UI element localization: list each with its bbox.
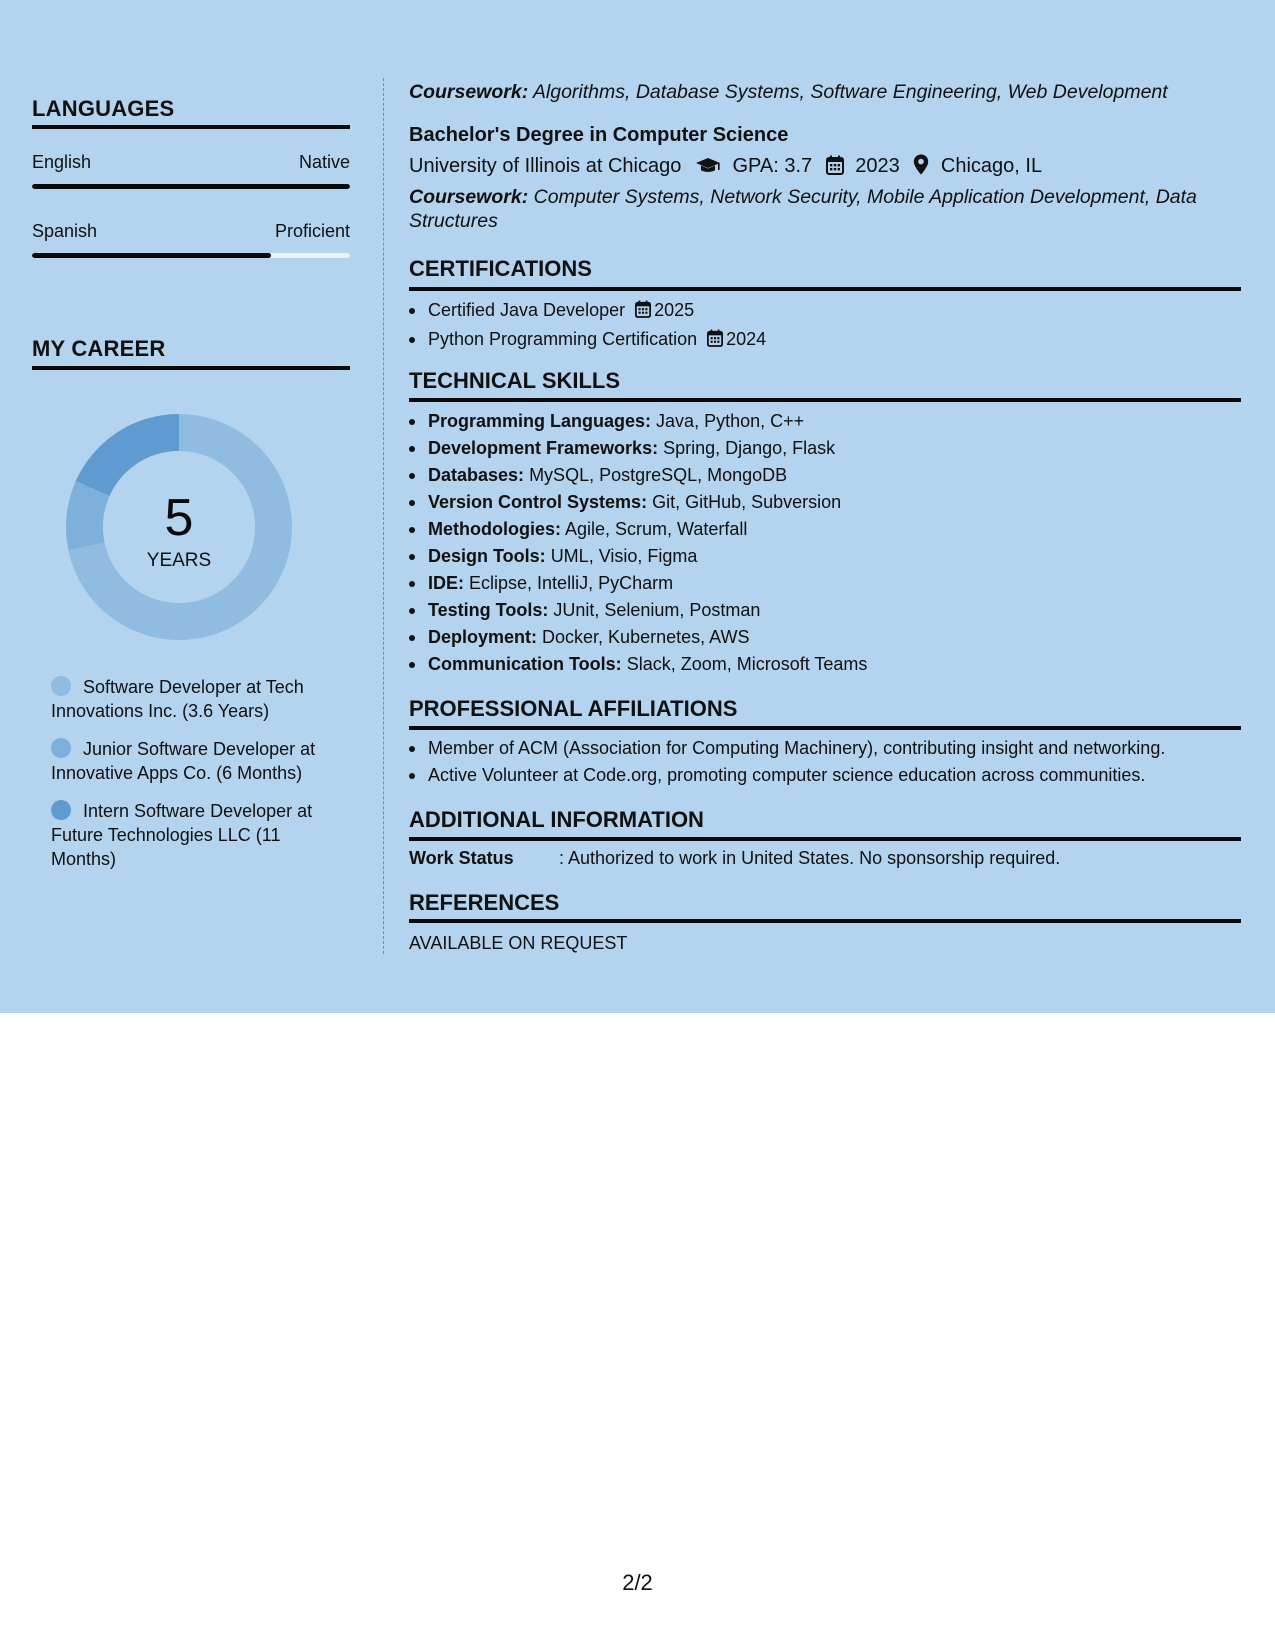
references-text: AVAILABLE ON REQUEST <box>409 933 628 953</box>
skill-label: Methodologies: <box>428 519 561 539</box>
list-item <box>428 326 766 355</box>
degree-title: Bachelor's Degree in Computer Science <box>409 124 789 146</box>
legend-label: Software Developer at Tech Innovations Inc. (3.6 Years) <box>51 677 304 721</box>
skill-label: Databases: <box>428 465 525 485</box>
skill-value: JUnit, Selenium, Postman <box>553 600 761 620</box>
skill-label: Programming Languages: <box>428 411 652 431</box>
language-bar-track <box>32 184 350 189</box>
education-meta <box>409 154 1042 181</box>
work-status-label: Work Status <box>409 848 514 868</box>
skill-value: UML, Visio, Figma <box>550 546 698 566</box>
skill-value: Spring, Django, Flask <box>663 438 836 458</box>
certification-name: Certified Java Developer <box>428 300 626 320</box>
legend-label: Junior Software Developer at Innovative Apps Co. (6 Months) <box>51 739 316 783</box>
list-item <box>428 435 867 462</box>
skills-list <box>428 408 867 678</box>
map-pin-icon <box>913 154 929 181</box>
language-row <box>32 152 350 212</box>
legend-item <box>51 675 341 723</box>
references-title: REFERENCES <box>409 890 560 915</box>
skill-label: Version Control Systems: <box>428 492 648 512</box>
language-level: Native <box>298 152 350 172</box>
career-rule <box>32 366 350 370</box>
career-title: MY CAREER <box>32 336 166 361</box>
language-bar-fill <box>32 253 271 258</box>
list-item <box>428 462 867 489</box>
graduation-cap-icon <box>695 157 721 181</box>
legend-item <box>51 799 341 871</box>
list-item <box>428 651 867 678</box>
references-rule <box>409 919 1241 923</box>
additional-rule <box>409 837 1241 841</box>
certification-year: 2025 <box>654 300 695 320</box>
skill-value: MySQL, PostgreSQL, MongoDB <box>529 465 788 485</box>
university-name: University of Illinois at Chicago <box>409 155 682 177</box>
calendar-icon <box>826 155 844 181</box>
coursework-text: Computer Systems, Network Security, Mobile Application Development, Data Structures <box>409 186 1197 232</box>
list-item <box>428 624 867 651</box>
skills-rule <box>409 398 1241 402</box>
list-item <box>428 543 867 570</box>
legend-dot <box>51 800 71 820</box>
graduation-year: 2023 <box>855 155 900 177</box>
list-item: Active Volunteer at Code.org, promoting computer science education across communities. <box>428 762 1165 789</box>
languages-title: LANGUAGES <box>32 96 175 121</box>
skill-value: Agile, Scrum, Waterfall <box>565 519 748 539</box>
certification-year: 2024 <box>726 329 767 349</box>
language-bar-track <box>32 253 350 258</box>
certifications-list <box>428 297 766 355</box>
donut-center <box>64 412 294 642</box>
skill-label: IDE: <box>428 573 464 593</box>
additional-title: ADDITIONAL INFORMATION <box>409 807 704 832</box>
skills-title: TECHNICAL SKILLS <box>409 368 621 393</box>
language-level: Proficient <box>274 221 350 241</box>
legend-item <box>51 737 341 785</box>
coursework-line <box>409 185 1241 233</box>
coursework-text: Algorithms, Database Systems, Software Engineering, Web Development <box>532 81 1168 103</box>
skill-value: Git, GitHub, Subversion <box>652 492 842 512</box>
coursework-label: Coursework: <box>409 186 529 208</box>
list-item <box>428 570 867 597</box>
list-item <box>428 297 766 326</box>
languages-rule <box>32 125 350 129</box>
career-donut-chart <box>64 412 294 642</box>
affiliations-rule <box>409 726 1241 730</box>
skill-label: Deployment: <box>428 627 538 647</box>
list-item <box>428 516 867 543</box>
affiliations-title: PROFESSIONAL AFFILIATIONS <box>409 696 738 721</box>
list-item <box>428 489 867 516</box>
donut-total-unit: YEARS <box>146 550 212 571</box>
skill-value: Docker, Kubernetes, AWS <box>542 627 750 647</box>
gpa: GPA: 3.7 <box>732 155 813 177</box>
skill-label: Testing Tools: <box>428 600 549 620</box>
affiliations-list <box>428 735 1165 789</box>
legend-label: Intern Software Developer at Future Technologies LLC (11 Months) <box>51 801 313 869</box>
page-number: 2/2 <box>622 1570 653 1595</box>
list-item: Member of ACM (Association for Computing Machinery), contributing insight and networking. <box>428 735 1165 762</box>
coursework-label: Coursework: <box>409 81 529 103</box>
list-item <box>428 408 867 435</box>
donut-total-number: 5 <box>164 489 194 547</box>
certifications-title: CERTIFICATIONS <box>409 256 592 281</box>
legend-dot <box>51 676 71 696</box>
calendar-icon <box>635 299 651 326</box>
column-divider <box>383 78 384 954</box>
coursework-line <box>409 80 1241 104</box>
legend-dot <box>51 738 71 758</box>
education-location: Chicago, IL <box>940 155 1043 177</box>
skill-label: Development Frameworks: <box>428 438 659 458</box>
work-status-value: : Authorized to work in United States. No sponsorship required. <box>559 848 1061 868</box>
language-bar-fill <box>32 184 350 189</box>
certifications-rule <box>409 287 1241 291</box>
calendar-icon <box>707 328 723 355</box>
skill-value: Java, Python, C++ <box>656 411 805 431</box>
skill-label: Communication Tools: <box>428 654 622 674</box>
language-name: Spanish <box>32 221 98 241</box>
career-legend <box>51 675 341 885</box>
language-name: English <box>32 152 92 172</box>
language-row <box>32 221 350 281</box>
skill-label: Design Tools: <box>428 546 546 566</box>
certification-name: Python Programming Certification <box>428 329 698 349</box>
skill-value: Slack, Zoom, Microsoft Teams <box>626 654 868 674</box>
list-item <box>428 597 867 624</box>
skill-value: Eclipse, IntelliJ, PyCharm <box>469 573 674 593</box>
